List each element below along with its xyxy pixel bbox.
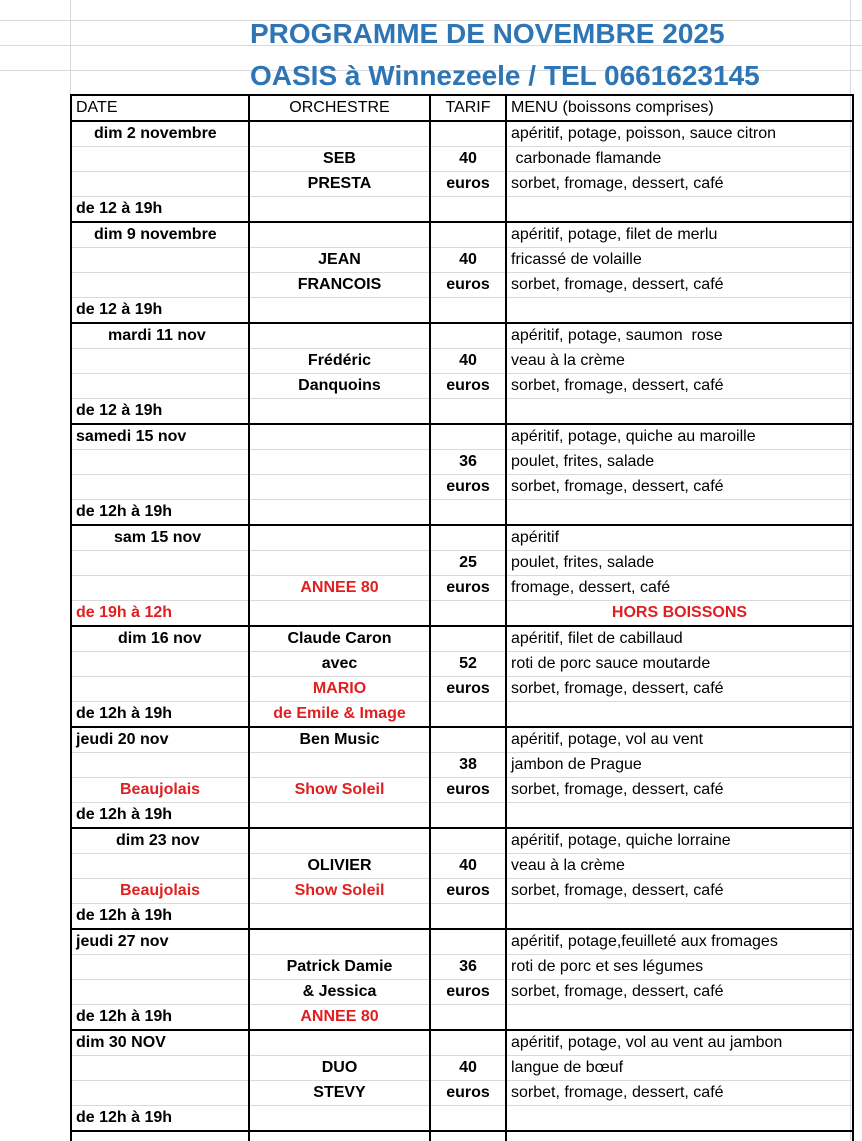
event-menu-line: jambon de Prague [506, 753, 853, 778]
empty-cell [430, 525, 506, 551]
empty-cell [506, 702, 853, 728]
event-currency: euros [430, 980, 506, 1005]
event-menu-line: apéritif, potage, quiche au maroille [506, 424, 853, 450]
empty-cell [430, 1030, 506, 1056]
empty-cell [430, 727, 506, 753]
event-menu-line: apéritif, potage, poisson, sauce citron [506, 121, 853, 147]
table-row [71, 551, 853, 576]
event-date: dim 16 nov [71, 626, 249, 652]
event-menu-line: apéritif, potage,feuilleté aux fromages [506, 929, 853, 955]
table-row [71, 298, 853, 324]
event-menu-line: roti de porc sauce moutarde [506, 652, 853, 677]
empty-cell [249, 121, 430, 147]
table-row [71, 1081, 853, 1106]
empty-cell [249, 929, 430, 955]
event-menu-line: apéritif [506, 525, 853, 551]
event-price: 40 [430, 147, 506, 172]
empty-cell [249, 1030, 430, 1056]
table-row [71, 248, 853, 273]
header-orchestre: ORCHESTRE [249, 95, 430, 121]
empty-cell [430, 1005, 506, 1031]
empty-cell [430, 904, 506, 930]
empty-cell [249, 1106, 430, 1132]
table-row [71, 475, 853, 500]
event-menu-line: roti de porc et ses légumes [506, 955, 853, 980]
table-row [71, 854, 853, 879]
event-currency: euros [430, 475, 506, 500]
empty-cell [249, 298, 430, 324]
empty-cell [71, 1131, 249, 1141]
table-row [71, 980, 853, 1005]
empty-cell [430, 298, 506, 324]
event-menu-line: poulet, frites, salade [506, 551, 853, 576]
table-row [71, 1056, 853, 1081]
empty-cell [430, 601, 506, 627]
table-row [71, 500, 853, 526]
header-tarif: TARIF [430, 95, 506, 121]
table-row [71, 323, 853, 349]
table-row [71, 424, 853, 450]
empty-cell [71, 652, 249, 677]
table-row [71, 374, 853, 399]
event-band: DUO [249, 1056, 430, 1081]
event-date: dim 30 NOV [71, 1030, 249, 1056]
empty-cell [71, 551, 249, 576]
event-date: dim 23 nov [71, 828, 249, 854]
table-row [71, 778, 853, 803]
empty-cell [430, 1131, 506, 1141]
event-menu-line: apéritif, potage, vol au vent [506, 727, 853, 753]
table-row [71, 576, 853, 601]
empty-cell [249, 500, 430, 526]
header-date: DATE [71, 95, 249, 121]
empty-cell [249, 450, 430, 475]
empty-cell [71, 854, 249, 879]
event-price: 25 [430, 551, 506, 576]
table-row [71, 349, 853, 374]
table-row [71, 450, 853, 475]
empty-cell [430, 197, 506, 223]
empty-cell [430, 1106, 506, 1132]
event-band: Claude Caron [249, 626, 430, 652]
empty-cell [71, 1056, 249, 1081]
event-hours: de 12 à 19h [71, 197, 249, 223]
event-hours: de 19h à 12h [71, 601, 249, 627]
event-date: samedi 15 nov [71, 424, 249, 450]
event-menu-line: veau à la crème [506, 349, 853, 374]
table-row [71, 222, 853, 248]
empty-cell [71, 980, 249, 1005]
event-hours: de 12h à 19h [71, 1106, 249, 1132]
table-row [71, 197, 853, 223]
event-menu-line: carbonade flamande [506, 147, 853, 172]
event-band: ANNEE 80 [249, 1005, 430, 1031]
event-hours: de 12h à 19h [71, 702, 249, 728]
table-row [71, 525, 853, 551]
event-menu-line: apéritif, potage, saumon rose [506, 323, 853, 349]
event-band: Patrick Damie [249, 955, 430, 980]
event-hours: de 12 à 19h [71, 298, 249, 324]
empty-cell [506, 298, 853, 324]
event-date: mardi 11 nov [71, 323, 249, 349]
table-row [71, 879, 853, 904]
event-currency: euros [430, 172, 506, 197]
table-row [71, 1005, 853, 1031]
event-price: 40 [430, 1056, 506, 1081]
event-hours: de 12 à 19h [71, 399, 249, 425]
event-currency: euros [430, 879, 506, 904]
empty-cell [249, 197, 430, 223]
empty-cell [506, 1005, 853, 1031]
empty-cell [506, 500, 853, 526]
empty-cell [249, 753, 430, 778]
event-date: jeudi 27 nov [71, 929, 249, 955]
event-menu-line: poulet, frites, salade [506, 450, 853, 475]
event-date: sam 15 nov [71, 525, 249, 551]
event-date: jeudi 20 nov [71, 727, 249, 753]
empty-cell [430, 828, 506, 854]
empty-cell [71, 349, 249, 374]
empty-cell [430, 500, 506, 526]
empty-cell [249, 323, 430, 349]
table-row [71, 753, 853, 778]
event-currency: euros [430, 778, 506, 803]
event-band: JEAN [249, 248, 430, 273]
table-row [71, 652, 853, 677]
empty-cell [430, 323, 506, 349]
empty-cell [71, 753, 249, 778]
empty-cell [249, 525, 430, 551]
event-band: avec [249, 652, 430, 677]
event-currency: euros [430, 374, 506, 399]
empty-cell [506, 803, 853, 829]
table-row [71, 677, 853, 702]
page-title: PROGRAMME DE NOVEMBRE 2025 [250, 18, 725, 49]
event-band: STEVY [249, 1081, 430, 1106]
table-row [71, 955, 853, 980]
empty-cell [249, 828, 430, 854]
empty-cell [506, 1131, 853, 1141]
event-menu-line: veau à la crème [506, 854, 853, 879]
empty-cell [71, 450, 249, 475]
event-currency: euros [430, 273, 506, 298]
empty-cell [430, 626, 506, 652]
event-date-note: Beaujolais [71, 778, 249, 803]
table-row [71, 1030, 853, 1056]
event-band: Danquoins [249, 374, 430, 399]
event-menu-line: apéritif, filet de cabillaud [506, 626, 853, 652]
event-menu-line: sorbet, fromage, dessert, café [506, 1081, 853, 1106]
table-row [71, 147, 853, 172]
event-currency: euros [430, 1081, 506, 1106]
event-menu-line: HORS BOISSONS [506, 601, 853, 627]
table-row [71, 727, 853, 753]
table-row [71, 121, 853, 147]
empty-cell [71, 677, 249, 702]
event-price: 52 [430, 652, 506, 677]
event-band: ANNEE 80 [249, 576, 430, 601]
empty-cell [249, 1131, 430, 1141]
empty-cell [430, 121, 506, 147]
event-band: OLIVIER [249, 854, 430, 879]
empty-cell [71, 955, 249, 980]
event-hours: de 12h à 19h [71, 803, 249, 829]
empty-cell [249, 803, 430, 829]
empty-cell [71, 475, 249, 500]
event-menu-line: sorbet, fromage, dessert, café [506, 879, 853, 904]
empty-cell [506, 904, 853, 930]
empty-cell [249, 475, 430, 500]
event-date: dim 9 novembre [71, 222, 249, 248]
event-hours: de 12h à 19h [71, 500, 249, 526]
event-band: de Emile & Image [249, 702, 430, 728]
table-row [71, 904, 853, 930]
empty-cell [430, 424, 506, 450]
empty-cell [71, 248, 249, 273]
event-price: 38 [430, 753, 506, 778]
table-row [71, 399, 853, 425]
event-band: Ben Music [249, 727, 430, 753]
event-menu-line: fricassé de volaille [506, 248, 853, 273]
empty-cell [430, 222, 506, 248]
empty-cell [430, 399, 506, 425]
event-menu-line: apéritif, potage, vol au vent au jambon [506, 1030, 853, 1056]
table-header-row [71, 95, 853, 121]
table-row [71, 1106, 853, 1132]
empty-cell [71, 374, 249, 399]
empty-cell [249, 399, 430, 425]
empty-cell [506, 399, 853, 425]
program-table [70, 94, 854, 1141]
event-menu-line: langue de bœuf [506, 1056, 853, 1081]
event-band: Frédéric [249, 349, 430, 374]
table-row [71, 929, 853, 955]
event-band: SEB [249, 147, 430, 172]
event-band: FRANCOIS [249, 273, 430, 298]
empty-cell [71, 1081, 249, 1106]
event-price: 40 [430, 248, 506, 273]
table-row [71, 601, 853, 627]
empty-cell [506, 197, 853, 223]
event-hours: de 12h à 19h [71, 904, 249, 930]
table-row [71, 1131, 853, 1141]
event-menu-line: sorbet, fromage, dessert, café [506, 677, 853, 702]
event-menu-line: apéritif, potage, quiche lorraine [506, 828, 853, 854]
event-menu-line: fromage, dessert, café [506, 576, 853, 601]
empty-cell [430, 702, 506, 728]
empty-cell [249, 904, 430, 930]
event-menu-line: apéritif, potage, filet de merlu [506, 222, 853, 248]
empty-cell [506, 1106, 853, 1132]
table-row [71, 803, 853, 829]
event-date-note: Beaujolais [71, 879, 249, 904]
empty-cell [249, 222, 430, 248]
event-band: MARIO [249, 677, 430, 702]
empty-cell [71, 576, 249, 601]
table-row [71, 273, 853, 298]
table-row [71, 172, 853, 197]
empty-cell [249, 424, 430, 450]
header-menu: MENU (boissons comprises) [506, 95, 853, 121]
event-menu-line: sorbet, fromage, dessert, café [506, 778, 853, 803]
event-menu-line: sorbet, fromage, dessert, café [506, 980, 853, 1005]
event-band: PRESTA [249, 172, 430, 197]
empty-cell [249, 551, 430, 576]
page-subtitle: OASIS à Winnezeele / TEL 0661623145 [250, 60, 760, 91]
table-row [71, 702, 853, 728]
empty-cell [430, 929, 506, 955]
event-band: Show Soleil [249, 879, 430, 904]
event-price: 36 [430, 955, 506, 980]
event-menu-line: sorbet, fromage, dessert, café [506, 475, 853, 500]
event-price: 36 [430, 450, 506, 475]
empty-cell [71, 273, 249, 298]
event-band: Show Soleil [249, 778, 430, 803]
empty-cell [430, 803, 506, 829]
event-date: dim 2 novembre [71, 121, 249, 147]
table-row [71, 828, 853, 854]
table-row [71, 626, 853, 652]
event-currency: euros [430, 677, 506, 702]
event-currency: euros [430, 576, 506, 601]
event-menu-line: sorbet, fromage, dessert, café [506, 172, 853, 197]
event-price: 40 [430, 349, 506, 374]
event-menu-line: sorbet, fromage, dessert, café [506, 273, 853, 298]
empty-cell [71, 172, 249, 197]
empty-cell [249, 601, 430, 627]
event-band: & Jessica [249, 980, 430, 1005]
event-price: 40 [430, 854, 506, 879]
empty-cell [71, 147, 249, 172]
event-menu-line: sorbet, fromage, dessert, café [506, 374, 853, 399]
event-hours: de 12h à 19h [71, 1005, 249, 1031]
